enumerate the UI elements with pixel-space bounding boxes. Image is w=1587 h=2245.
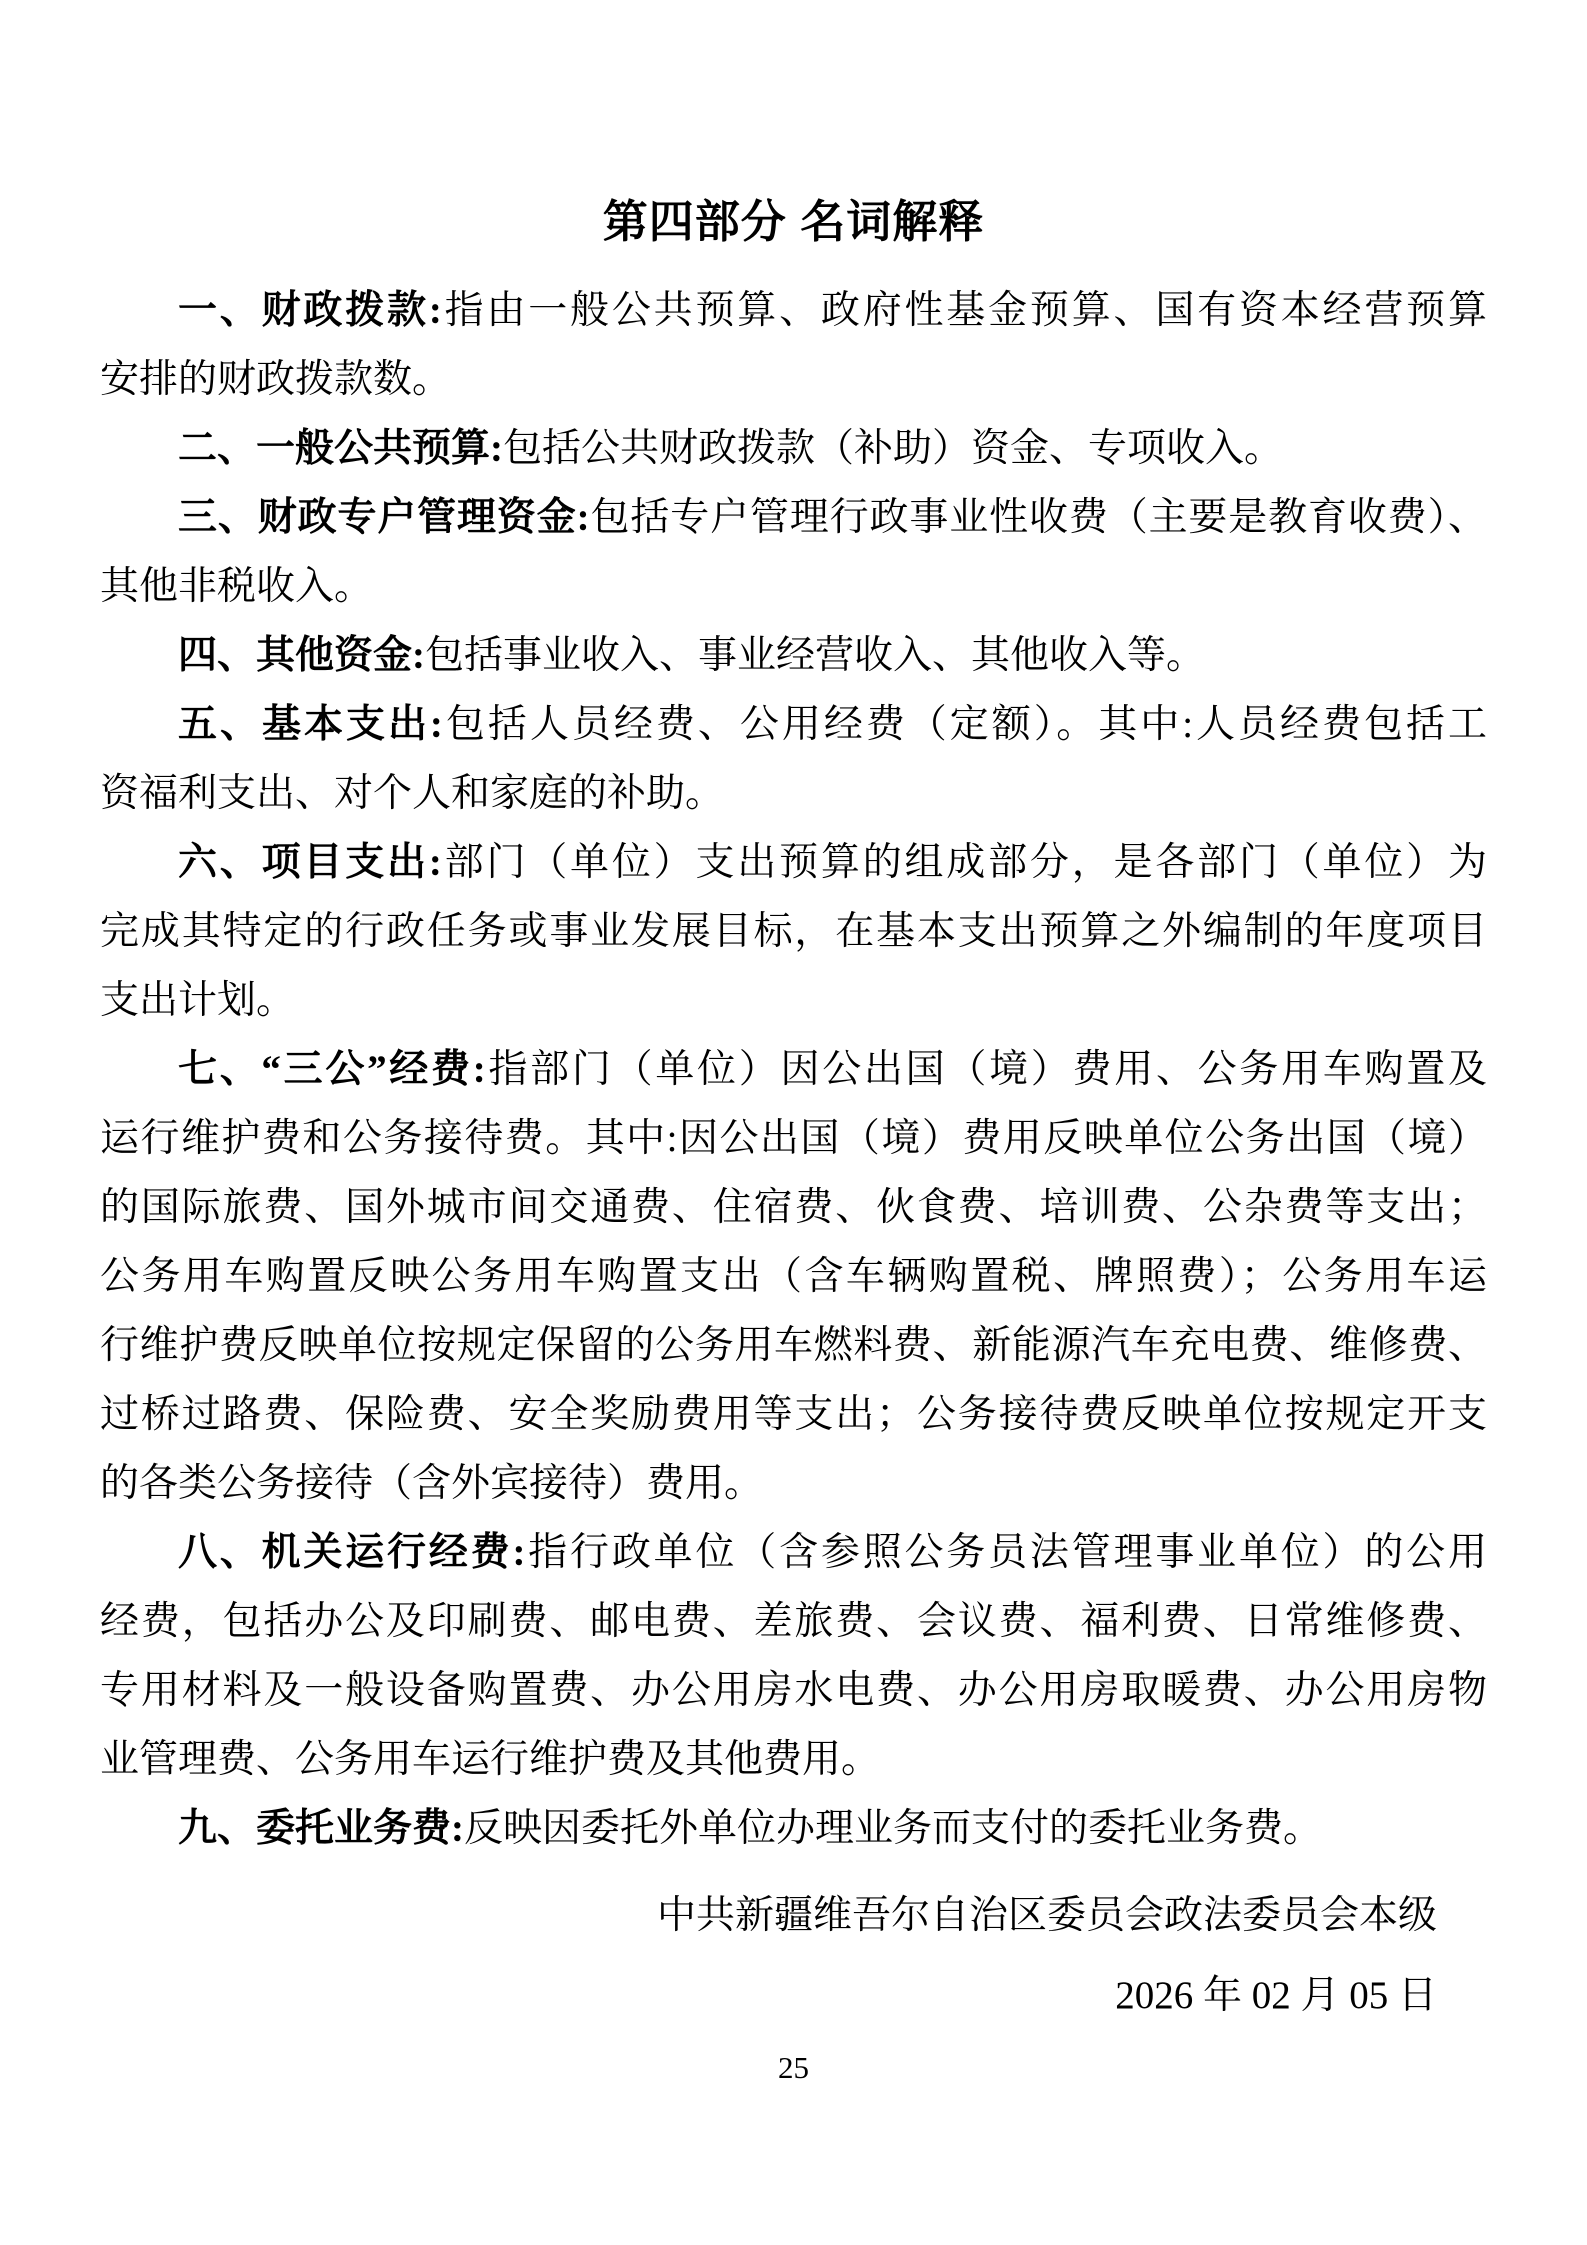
line-text: 指部门（单位）因公出国（境）费用、公务用车购置及	[485, 1048, 1487, 1091]
term-label: 五、基本支出:	[178, 703, 443, 746]
line-text: 指行政单位（含参照公务员法管理事业单位）的公用	[525, 1531, 1487, 1574]
line-text: 指由一般公共预算、政府性基金预算、国有资本经营预算	[441, 289, 1487, 332]
line-text: 业管理费、公务用车运行维护费及其他费用。	[100, 1738, 881, 1781]
text-line	[100, 276, 1487, 345]
text-line	[100, 552, 1487, 621]
signature-block	[100, 1876, 1437, 2036]
line-text: 其他非税收入。	[100, 565, 374, 608]
text-line	[100, 483, 1487, 552]
text-line	[100, 1656, 1487, 1725]
text-line	[100, 1794, 1487, 1863]
line-text: 完成其特定的行政任务或事业发展目标，在基本支出预算之外编制的年度项目	[100, 910, 1487, 953]
text-line	[100, 1380, 1487, 1449]
signature-org: 中共新疆维吾尔自治区委员会政法委员会本级	[656, 1894, 1437, 1937]
text-line	[100, 1449, 1487, 1518]
text-line	[100, 1311, 1487, 1380]
signature-date: 2026 年 02 月 05 日	[1115, 1974, 1437, 2017]
text-line	[100, 1725, 1487, 1794]
line-text: 运行维护费和公务接待费。其中:因公出国（境）费用反映单位公务出国（境）	[100, 1117, 1487, 1160]
line-text: 专用材料及一般设备购置费、办公用房水电费、办公用房取暖费、办公用房物	[100, 1669, 1487, 1712]
term-label: 二、一般公共预算:	[178, 427, 503, 470]
page-number: 25	[778, 2050, 809, 2085]
text-line	[100, 1587, 1487, 1656]
line-text: 的国际旅费、国外城市间交通费、住宿费、伙食费、培训费、公杂费等支出；	[100, 1186, 1487, 1229]
term-label: 一、财政拨款:	[178, 289, 442, 332]
line-text: 支出计划。	[100, 979, 296, 1022]
text-line	[100, 1518, 1487, 1587]
text-line	[100, 690, 1487, 759]
term-label: 六、项目支出:	[178, 841, 442, 884]
line-text: 经费，包括办公及印刷费、邮电费、差旅费、会议费、福利费、日常维修费、	[100, 1600, 1487, 1643]
text-line	[100, 966, 1487, 1035]
line-text: 包括事业收入、事业经营收入、其他收入等。	[425, 634, 1206, 677]
text-line	[100, 1104, 1487, 1173]
line-text: 包括专户管理行政事业性收费（主要是教育收费）、	[589, 496, 1487, 539]
page-title: 第四部分 名词解释	[602, 196, 985, 247]
line-text: 反映因委托外单位办理业务而支付的委托业务费。	[464, 1807, 1323, 1850]
document-body	[100, 276, 1487, 1863]
line-text: 安排的财政拨款数。	[100, 358, 452, 401]
line-text: 包括人员经费、公用经费（定额）。其中:人员经费包括工	[442, 703, 1487, 746]
term-label: 九、委托业务费:	[178, 1807, 464, 1850]
text-line	[100, 1173, 1487, 1242]
line-text: 的各类公务接待（含外宾接待）费用。	[100, 1462, 764, 1505]
term-label: 八、机关运行经费:	[178, 1531, 526, 1574]
line-text: 资福利支出、对个人和家庭的补助。	[100, 772, 725, 815]
term-label: 四、其他资金:	[178, 634, 425, 677]
term-label: 三、财政专户管理资金:	[178, 496, 590, 539]
line-text: 包括公共财政拨款（补助）资金、专项收入。	[503, 427, 1284, 470]
text-line	[100, 345, 1487, 414]
text-line	[100, 1035, 1487, 1104]
line-text: 行维护费反映单位按规定保留的公务用车燃料费、新能源汽车充电费、维修费、	[100, 1324, 1487, 1367]
text-line	[100, 1242, 1487, 1311]
text-line	[100, 897, 1487, 966]
line-text: 公务用车购置反映公务用车购置支出（含车辆购置税、牌照费）；公务用车运	[100, 1255, 1487, 1298]
line-text: 过桥过路费、保险费、安全奖励费用等支出；公务接待费反映单位按规定开支	[100, 1393, 1487, 1436]
text-line	[100, 828, 1487, 897]
term-label: 七、“三公”经费:	[178, 1048, 486, 1091]
text-line	[100, 621, 1487, 690]
text-line	[100, 759, 1487, 828]
text-line	[100, 414, 1487, 483]
line-text: 部门（单位）支出预算的组成部分，是各部门（单位）为	[441, 841, 1487, 884]
